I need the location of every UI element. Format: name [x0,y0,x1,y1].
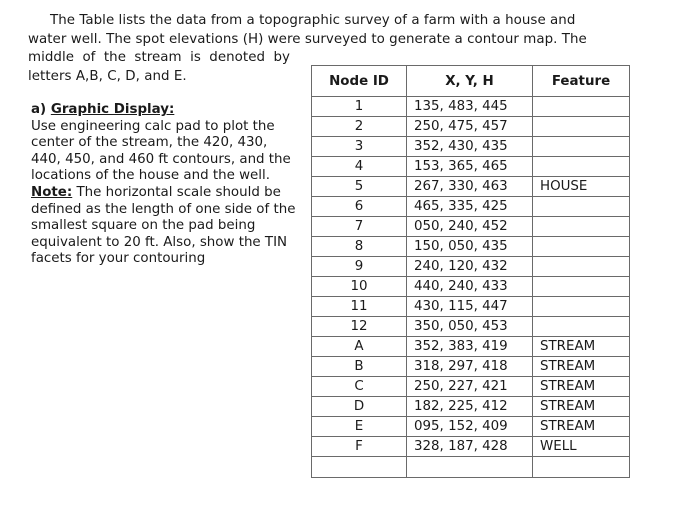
table-row [312,137,630,157]
node-id-cell: 6 [312,197,407,217]
header-xyh: X, Y, H [407,66,533,97]
feature-cell: STREAM [533,417,630,437]
feature-cell [533,317,630,337]
xyh-cell: 250, 227, 421 [407,377,533,397]
table-row [312,217,630,237]
xyh-cell: 352, 383, 419 [407,337,533,357]
table-row [312,297,630,317]
feature-cell [533,217,630,237]
node-id-cell: 9 [312,257,407,277]
feature-cell [533,117,630,137]
node-id-cell: 7 [312,217,407,237]
xyh-cell: 050, 240, 452 [407,217,533,237]
node-id-cell: F [312,437,407,457]
xyh-cell: 182, 225, 412 [407,397,533,417]
xyh-cell: 328, 187, 428 [407,437,533,457]
feature-cell: STREAM [533,377,630,397]
header-feature: Feature [533,66,630,97]
xyh-cell: 250, 475, 457 [407,117,533,137]
table-row [312,397,630,417]
intro-line: water well. The spot elevations (H) were surveyed to generate a contour map. The [28,31,587,47]
table-row [312,337,630,357]
part-a-line: Use engineering calc pad to plot the [31,118,275,134]
node-id-cell: 11 [312,297,407,317]
header-node-id: Node ID [312,66,407,97]
feature-cell [533,277,630,297]
xyh-cell: 318, 297, 418 [407,357,533,377]
xyh-cell: 240, 120, 432 [407,257,533,277]
table-row [312,277,630,297]
feature-cell: STREAM [533,337,630,357]
note-label: Note: [31,184,73,200]
xyh-cell: 135, 483, 445 [407,97,533,117]
node-id-cell: 3 [312,137,407,157]
feature-cell: STREAM [533,397,630,417]
xyh-cell: 153, 365, 465 [407,157,533,177]
note-text: The horizontal scale should be [72,184,281,200]
xyh-cell: 350, 050, 453 [407,317,533,337]
node-id-cell: A [312,337,407,357]
table-row [312,257,630,277]
node-id-cell: 1 [312,97,407,117]
table-header-row [312,66,630,97]
part-a-line: 440, 450, and 460 ft contours, and the [31,151,291,167]
table-row [312,97,630,117]
xyh-cell: 150, 050, 435 [407,237,533,257]
feature-cell [533,197,630,217]
node-id-cell: 12 [312,317,407,337]
node-id-cell: D [312,397,407,417]
note-line: facets for your contouring [31,251,206,267]
feature-cell [533,237,630,257]
table-row [312,377,630,397]
xyh-cell: 430, 115, 447 [407,297,533,317]
part-a-line: center of the stream, the 420, 430, [31,135,268,151]
intro-line: middle of the stream is denoted by [28,50,290,65]
survey-data-table [311,65,630,478]
empty-cell [312,457,407,478]
node-id-cell: 2 [312,117,407,137]
table-row [312,357,630,377]
xyh-cell: 440, 240, 433 [407,277,533,297]
empty-table-row [312,457,630,478]
xyh-cell: 465, 335, 425 [407,197,533,217]
feature-cell [533,297,630,317]
table-row [312,197,630,217]
empty-cell [533,457,630,478]
part-a-heading-line [31,102,306,119]
xyh-cell: 267, 330, 463 [407,177,533,197]
node-id-cell: 4 [312,157,407,177]
intro-line: The Table lists the data from a topographic survey of a farm with a house and [50,13,576,28]
table-row [312,317,630,337]
table-row [312,117,630,137]
note-line [31,185,306,202]
node-id-cell: B [312,357,407,377]
feature-cell: WELL [533,437,630,457]
table-row [312,177,630,197]
feature-cell: STREAM [533,357,630,377]
empty-cell [407,457,533,478]
node-id-cell: 8 [312,237,407,257]
node-id-cell: E [312,417,407,437]
node-id-cell: 10 [312,277,407,297]
node-id-cell: C [312,377,407,397]
feature-cell [533,157,630,177]
table-row [312,417,630,437]
part-a-section [31,102,306,268]
node-id-cell: 5 [312,177,407,197]
feature-cell [533,137,630,157]
part-a-heading: Graphic Display: [50,102,175,117]
xyh-cell: 352, 430, 435 [407,137,533,157]
intro-line: letters A,B, C, D, and E. [28,68,187,84]
feature-cell: HOUSE [533,177,630,197]
table-row [312,157,630,177]
feature-cell [533,97,630,117]
feature-cell [533,257,630,277]
table-row [312,237,630,257]
table-row [312,437,630,457]
xyh-cell: 095, 152, 409 [407,417,533,437]
note-line: equivalent to 20 ft. Also, show the TIN [31,234,288,250]
note-line: defined as the length of one side of the [31,201,296,217]
part-a-prefix: a) [31,102,51,117]
part-a-line: locations of the house and the well. [31,168,270,184]
note-line: smallest square on the pad being [31,218,256,234]
